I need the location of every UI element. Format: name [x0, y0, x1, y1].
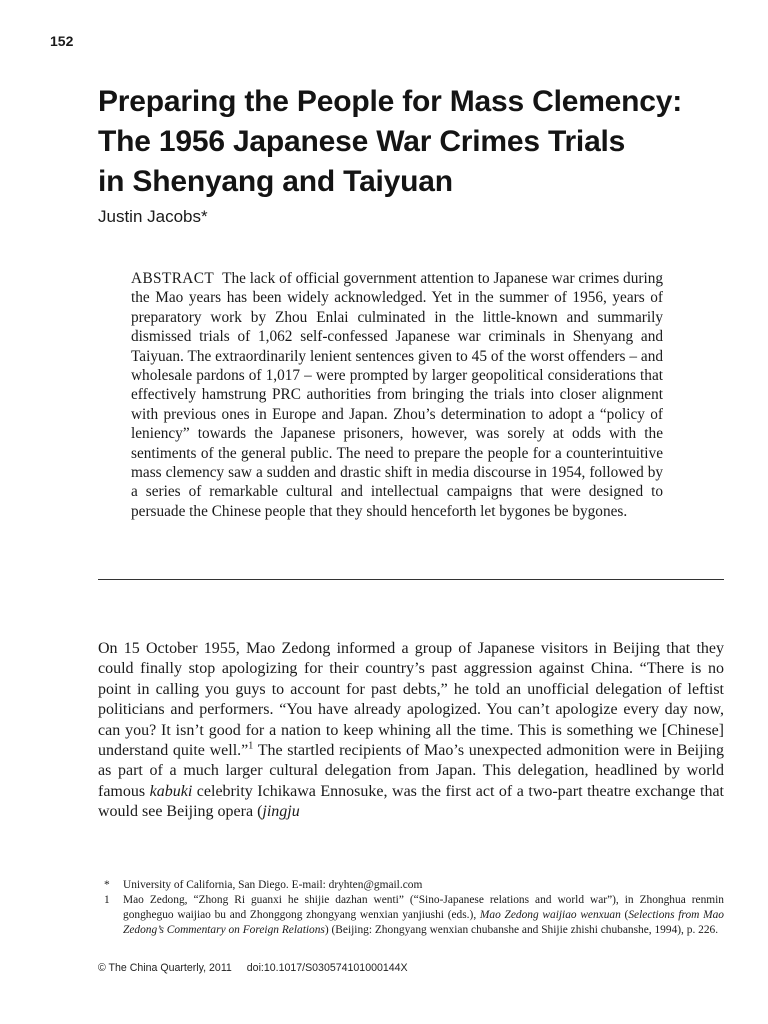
author-name: Justin Jacobs* [98, 207, 208, 226]
abstract-paragraph [131, 269, 663, 521]
kabuki-term: kabuki [149, 782, 193, 800]
abstract-text: The lack of official government attention to Japanese war crimes during the Mao years has been widely acknowledged. Yet in the summer of 1956, years of preparatory work by Zhou Enlai culminated in the little-known and summarily dismissed trials of 1,062 self-confessed Japanese war criminals in Shenyang and Taiyuan. The extraordinarily lenient sentences given to 45 of the worst offenders – and wholesale pardons of 1,017 – were prompted by larger geopolitical considerations that effectively hamstrung PRC authorities from bringing the trials into closer alignment with previous ones in Europe and Japan. Zhou’s determination to adopt a “policy of leniency” towards the Japanese prisoners, however, was sorely at odds with the sentiments of the general public. The need to prepare the people for a counterintuitive mass clemency saw a sudden and drastic shift in media discourse in 1954, followed by a series of remarkable cultural and intellectual campaigns that were designed to persuade the Chinese people that they should henceforth let bygones be bygones. [131, 270, 663, 520]
body-text-part-1: On 15 October 1955, Mao Zedong informed a group of Japanese visitors in Beijing that they could finally stop apologizing for their country’s past aggression against China. “There is no point in calling you guys to account for past debts,” he told an unofficial delegation of leftist politicians and performers. “You have already apologized. You can’t apologize every day now, can you? It isn’t good for a nation to keep whining all the time. This is something we [Chinese] understand quite well.” [98, 640, 724, 760]
body-text-part-2: The startled recipients of Mao’s unexpected admonition were in Beijing as part of a much larger cultural delegation from Japan. This delegation, headlined by world famous [98, 742, 725, 800]
title-line-1: Preparing the People for Mass Clemency: [98, 85, 683, 118]
body-paragraph [98, 639, 724, 823]
body-text-part-3: celebrity Ichikawa Ennosuke, was the first act of a two-part theatre exchange that would see Beijing opera ( [98, 782, 725, 821]
footnote-ref-1[interactable]: 1 [248, 740, 254, 752]
footnote-star-mark: * [104, 879, 110, 891]
abstract-label: ABSTRACT [131, 270, 215, 287]
footnote-1-part-c: ) (Beijing: Zhongyang wenxian chubanshe and Shijie zhishi chubanshe, 1994), p. 226. [324, 923, 719, 936]
jingju-term: jingju [262, 803, 300, 821]
copyright-line [98, 962, 408, 974]
footnote-star-text: University of California, San Diego. E-mail: dryhten@gmail.com [123, 879, 423, 891]
footnote-1-book-title: Mao Zedong waijiao wenxuan [479, 908, 621, 921]
copyright-notice: © The China Quarterly, 2011 [98, 962, 232, 974]
abstract-divider [98, 579, 724, 580]
footnote-affiliation [98, 878, 724, 893]
footnote-1-part-a: Mao Zedong, “Zhong Ri guanxi he shijie dazhan wenti” (“Sino-Japanese relations and world war”), in Zhonghua renmin gongheguo waijiao bu and Zhonggong zhongyang wenxian yanjiushi (eds.), [123, 893, 724, 921]
title-line-3: in Shenyang and Taiyuan [98, 165, 453, 198]
page-number: 152 [50, 33, 74, 49]
footnote-1 [98, 893, 724, 938]
footnote-1-text [123, 893, 724, 938]
footnote-1-mark: 1 [104, 893, 110, 906]
footnote-1-part-b: ( [620, 908, 629, 921]
article-title [98, 82, 738, 202]
footnote-1-book-translation: Selections from Mao Zedong’s Commentary on Foreign Relations [123, 908, 724, 936]
title-line-2: The 1956 Japanese War Crimes Trials [98, 125, 626, 158]
footnotes [98, 878, 724, 938]
doi-link[interactable]: doi:10.1017/S030574101000144X [246, 962, 408, 974]
